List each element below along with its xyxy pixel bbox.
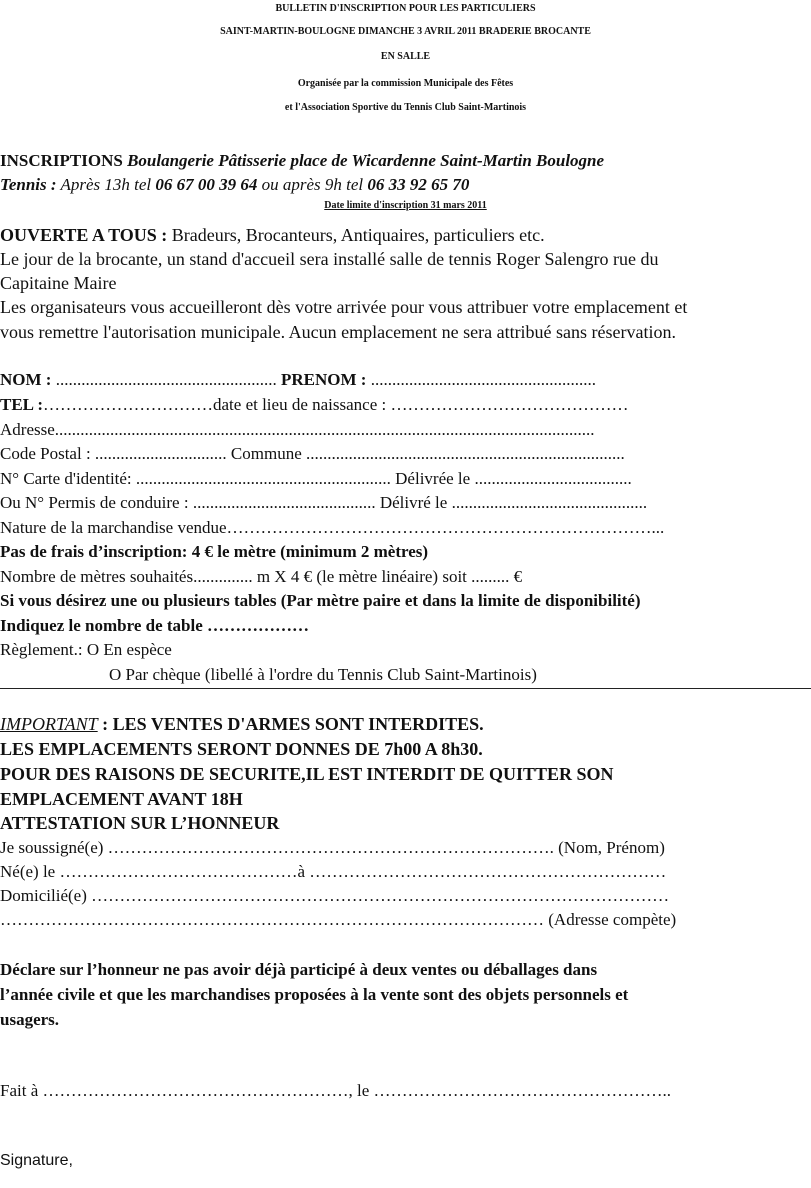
metres-field[interactable]: Nombre de mètres souhaités.............. m X 4 € (le mètre linéaire) soit ......... € [0, 567, 523, 586]
important-line-4: EMPLACEMENT AVANT 18H [0, 789, 243, 809]
section-divider [0, 688, 811, 689]
important-label: IMPORTANT [0, 714, 98, 734]
important-line-3: POUR DES RAISONS DE SECURITE,IL EST INTERDIT DE QUITTER SON [0, 764, 614, 784]
attestation-title: ATTESTATION SUR L’HONNEUR [0, 813, 280, 833]
tel-line[interactable] [0, 395, 628, 415]
inscriptions-place: Boulangerie Pâtisserie place de Wicardenne Saint-Martin Boulogne [127, 151, 605, 170]
organizer-line-2: et l'Association Sportive du Tennis Club Saint-Martinois [284, 102, 527, 113]
nom-field[interactable]: .................................................... [51, 370, 281, 389]
signature-label: Signature, [0, 1152, 73, 1169]
phone-1: 06 67 00 39 64 [155, 175, 258, 194]
tennis-or-text: ou après 9h tel [257, 175, 368, 194]
phone-2: 06 33 92 65 70 [367, 175, 470, 194]
prenom-label: PRENOM : [280, 370, 367, 389]
prenom-field[interactable]: ..................................................... [366, 370, 596, 389]
event-title: SAINT-MARTIN-BOULOGNE DIMANCHE 3 AVRIL 2011 BRADERIE BROCANTE [220, 26, 591, 37]
declaration-line-2: l’année civile et que les marchandises proposées à la vente sont des objets personnels et [0, 985, 629, 1004]
tennis-after-text: Après 13h tel [56, 175, 156, 194]
nature-field[interactable]: Nature de la marchandise vendue…………………………………………………………………... [0, 518, 665, 537]
tennis-line [0, 175, 469, 195]
tel-field[interactable]: …………………………date et lieu de naissance : …………………………………… [43, 395, 629, 414]
adresse-complete-field[interactable]: …………………………………………………………………………………… (Adresse compète) [0, 910, 677, 929]
deadline: Date limite d'inscription 31 mars 2011 [324, 200, 487, 211]
paragraph-1a: Le jour de la brocante, un stand d'accueil sera installé salle de tennis Roger Salengro rue du [0, 249, 659, 269]
reglement-cheque[interactable]: O Par chèque (libellé à l'ordre du Tennis Club Saint-Martinois) [109, 665, 537, 684]
domicilie-field[interactable]: Domicilié(e) ………………………………………………………………………………………… [0, 886, 670, 905]
paragraph-2a: Les organisateurs vous accueilleront dès votre arrivée pour vous attribuer votre emplacement et [0, 297, 688, 317]
tables-count-field[interactable]: Indiquez le nombre de table ……………… [0, 616, 310, 635]
event-subtitle: EN SALLE [380, 51, 431, 62]
fait-a-field[interactable]: Fait à ………………………………………………, le …………………………………………….. [0, 1081, 672, 1100]
inscriptions-label: INSCRIPTIONS [0, 151, 128, 170]
inscriptions-line [0, 151, 604, 171]
nom-prenom-line [0, 370, 596, 390]
ouverte-line [0, 225, 545, 246]
declaration-line-3: usagers. [0, 1010, 60, 1029]
code-postal-field[interactable]: Code Postal : ............................... Commune ........................................................................... [0, 444, 625, 463]
important-line-1: IMPORTANT : LES VENTES D'ARMES SONT INTERDITES. [0, 714, 484, 734]
nom-label: NOM : [0, 370, 52, 389]
form-title: BULLETIN D'INSCRIPTION POUR LES PARTICULIERS [275, 3, 536, 14]
soussigne-field[interactable]: Je soussigné(e) ……………………………………………………………………. (Nom, Prénom) [0, 838, 665, 857]
declaration-line-1: Déclare sur l’honneur ne pas avoir déjà participé à deux ventes ou déballages dans [0, 960, 598, 979]
tennis-label: Tennis : [0, 175, 57, 194]
organizer-line-1: Organisée par la commission Municipale des Fêtes [297, 78, 514, 89]
permis-field[interactable]: Ou N° Permis de conduire : ........................................... Délivré le .............................................. [0, 493, 648, 512]
paragraph-1b: Capitaine Maire [0, 273, 117, 293]
adresse-field[interactable]: Adresse............................................................................................................................... [0, 420, 595, 439]
paragraph-2b: vous remettre l'autorisation municipale. Aucun emplacement ne sera attribué sans réservation. [0, 322, 677, 342]
ouverte-text: Bradeurs, Brocanteurs, Antiquaires, particuliers etc. [167, 225, 545, 245]
important-line-2: LES EMPLACEMENTS SERONT DONNES DE 7h00 A 8h30. [0, 739, 483, 759]
carte-identite-field[interactable]: N° Carte d'identité: ............................................................ Délivrée le ..................................... [0, 469, 632, 488]
tables-text: Si vous désirez une ou plusieurs tables (Par mètre paire et dans la limite de disponibilité) [0, 591, 641, 610]
ne-le-field[interactable]: Né(e) le ……………………………………à ……………………………………………………… [0, 862, 667, 881]
reglement-espece[interactable]: Règlement.: O En espèce [0, 640, 172, 659]
ouverte-label: OUVERTE A TOUS : [0, 225, 168, 245]
frais-text: Pas de frais d’inscription: 4 € le mètre (minimum 2 mètres) [0, 542, 429, 561]
tel-label: TEL : [0, 395, 43, 414]
